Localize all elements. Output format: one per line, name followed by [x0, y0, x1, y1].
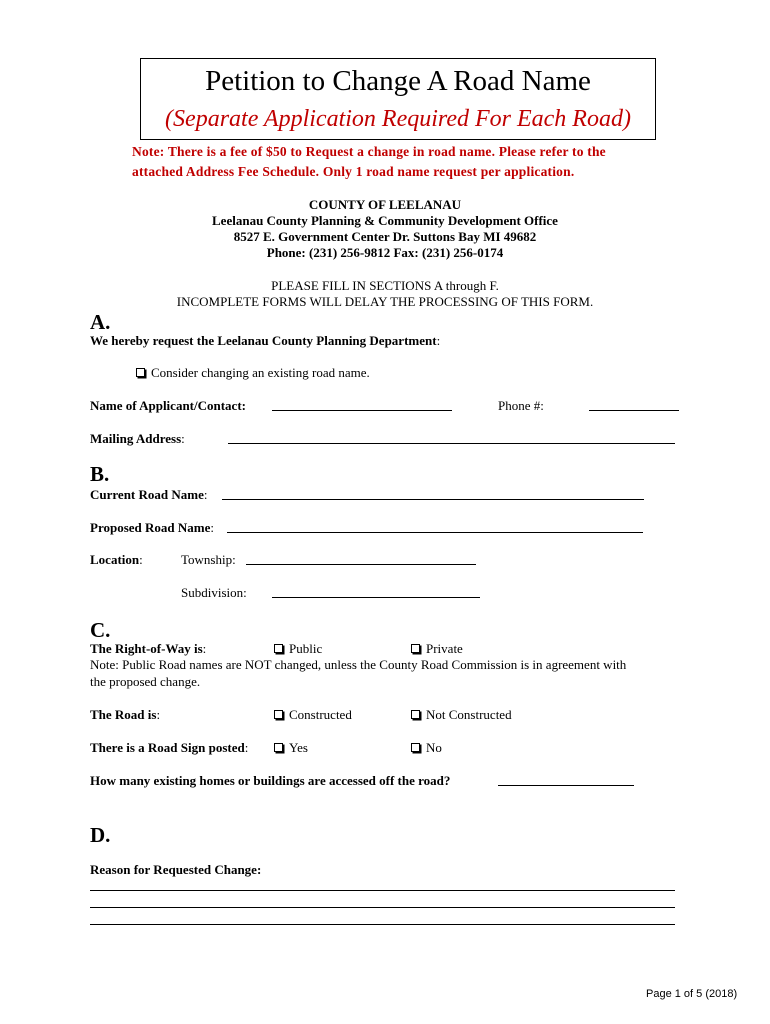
right-of-way-label: The Right-of-Way is: [90, 641, 203, 656]
mailing-colon: :: [181, 431, 185, 446]
option-private[interactable]: [411, 641, 463, 657]
proposed-road-row: [90, 520, 214, 536]
applicant-field[interactable]: [272, 398, 452, 411]
road-status-label: The Road is: [90, 707, 157, 722]
current-road-colon: :: [203, 487, 208, 502]
title-box: [140, 58, 656, 140]
subdivision-label: Subdivision:: [181, 585, 247, 600]
private-label: Private: [426, 641, 463, 656]
instructions-line-2: INCOMPLETE FORMS WILL DELAY THE PROCESSING OF THIS FORM.: [176, 294, 594, 309]
option-constructed[interactable]: [274, 707, 352, 723]
fee-note-line-2: attached Address Fee Schedule. Only 1 road name request per application.: [132, 164, 575, 179]
public-checkbox[interactable]: [274, 644, 283, 653]
location-colon: :: [139, 552, 143, 567]
location-row: [90, 552, 143, 568]
road-sign-row: [90, 740, 248, 756]
office-address: 8527 E. Government Center Dr. Suttons Bay MI 49682: [233, 229, 537, 244]
phone-field[interactable]: [589, 398, 679, 411]
current-road-label: Current Road Name: [90, 487, 204, 502]
section-c-heading: C.: [90, 618, 111, 642]
mailing-label: Mailing Address: [90, 431, 182, 446]
right-of-way-row: [90, 641, 206, 657]
constructed-checkbox[interactable]: [274, 710, 283, 719]
no-label: No: [426, 740, 442, 755]
instructions-line-1: PLEASE FILL IN SECTIONS A through F.: [271, 278, 499, 293]
location-label: Location: [90, 552, 140, 567]
change-existing-label: Consider changing an existing road name.: [151, 365, 370, 380]
request-label: We hereby request the Leelanau County Planning Department: [90, 333, 437, 348]
row-note-line-2: the proposed change.: [90, 674, 201, 689]
change-existing-checkbox[interactable]: [136, 368, 145, 377]
row-note-line-1: Note: Public Road names are NOT changed, unless the County Road Commission is in agreement with: [90, 657, 627, 672]
constructed-label: Constructed: [289, 707, 352, 722]
not-constructed-checkbox[interactable]: [411, 710, 420, 719]
homes-count-label: How many existing homes or buildings are accessed off the road?: [90, 773, 451, 788]
not-constructed-label: Not Constructed: [426, 707, 512, 722]
phone-label: Phone #:: [498, 398, 544, 413]
office-county: COUNTY OF LEELANAU: [308, 197, 462, 212]
applicant-label: Name of Applicant/Contact:: [90, 398, 246, 413]
office-name: Leelanau County Planning & Community Development Office: [212, 213, 558, 228]
mailing-address-row: [90, 431, 185, 447]
fee-note-line-1: Note: There is a fee of $50 to Request a change in road name. Please refer to the: [132, 144, 606, 159]
reason-line-3[interactable]: [90, 912, 675, 925]
mailing-address-field[interactable]: [228, 431, 675, 444]
reason-line-1[interactable]: [90, 878, 675, 891]
reason-line-2[interactable]: [90, 895, 675, 908]
proposed-road-colon: :: [210, 520, 214, 535]
current-road-row: [90, 487, 207, 503]
section-d-heading: D.: [90, 823, 111, 847]
reason-label: Reason for Requested Change:: [90, 862, 262, 877]
section-a-request: [90, 333, 440, 349]
form-subtitle: (Separate Application Required For Each Road): [165, 106, 631, 132]
option-yes[interactable]: [274, 740, 308, 756]
page-number: Page 1 of 5 (2018): [646, 988, 738, 1000]
subdivision-field[interactable]: [272, 585, 480, 598]
private-checkbox[interactable]: [411, 644, 420, 653]
right-of-way-colon: :: [202, 641, 207, 656]
road-sign-label: There is a Road Sign posted: [90, 740, 245, 755]
option-no[interactable]: [411, 740, 442, 756]
office-phone-fax: Phone: (231) 256-9812 Fax: (231) 256-0174: [266, 245, 504, 260]
public-label: Public: [289, 641, 323, 656]
road-status-colon: :: [156, 707, 161, 722]
township-label: Township:: [181, 552, 236, 567]
road-sign-colon: :: [244, 740, 249, 755]
option-not-constructed[interactable]: [411, 707, 512, 723]
form-title: Petition to Change A Road Name: [205, 65, 591, 97]
township-field[interactable]: [246, 552, 476, 565]
homes-count-field[interactable]: [498, 773, 634, 786]
road-status-row: [90, 707, 160, 723]
section-a-heading: A.: [90, 310, 111, 334]
no-checkbox[interactable]: [411, 743, 420, 752]
proposed-road-label: Proposed Road Name: [90, 520, 211, 535]
current-road-field[interactable]: [222, 487, 644, 500]
proposed-road-field[interactable]: [227, 520, 643, 533]
option-public[interactable]: [274, 641, 322, 657]
section-b-heading: B.: [90, 462, 110, 486]
yes-checkbox[interactable]: [274, 743, 283, 752]
option-change-existing[interactable]: [136, 365, 370, 381]
request-colon: :: [436, 333, 441, 348]
yes-label: Yes: [289, 740, 308, 755]
